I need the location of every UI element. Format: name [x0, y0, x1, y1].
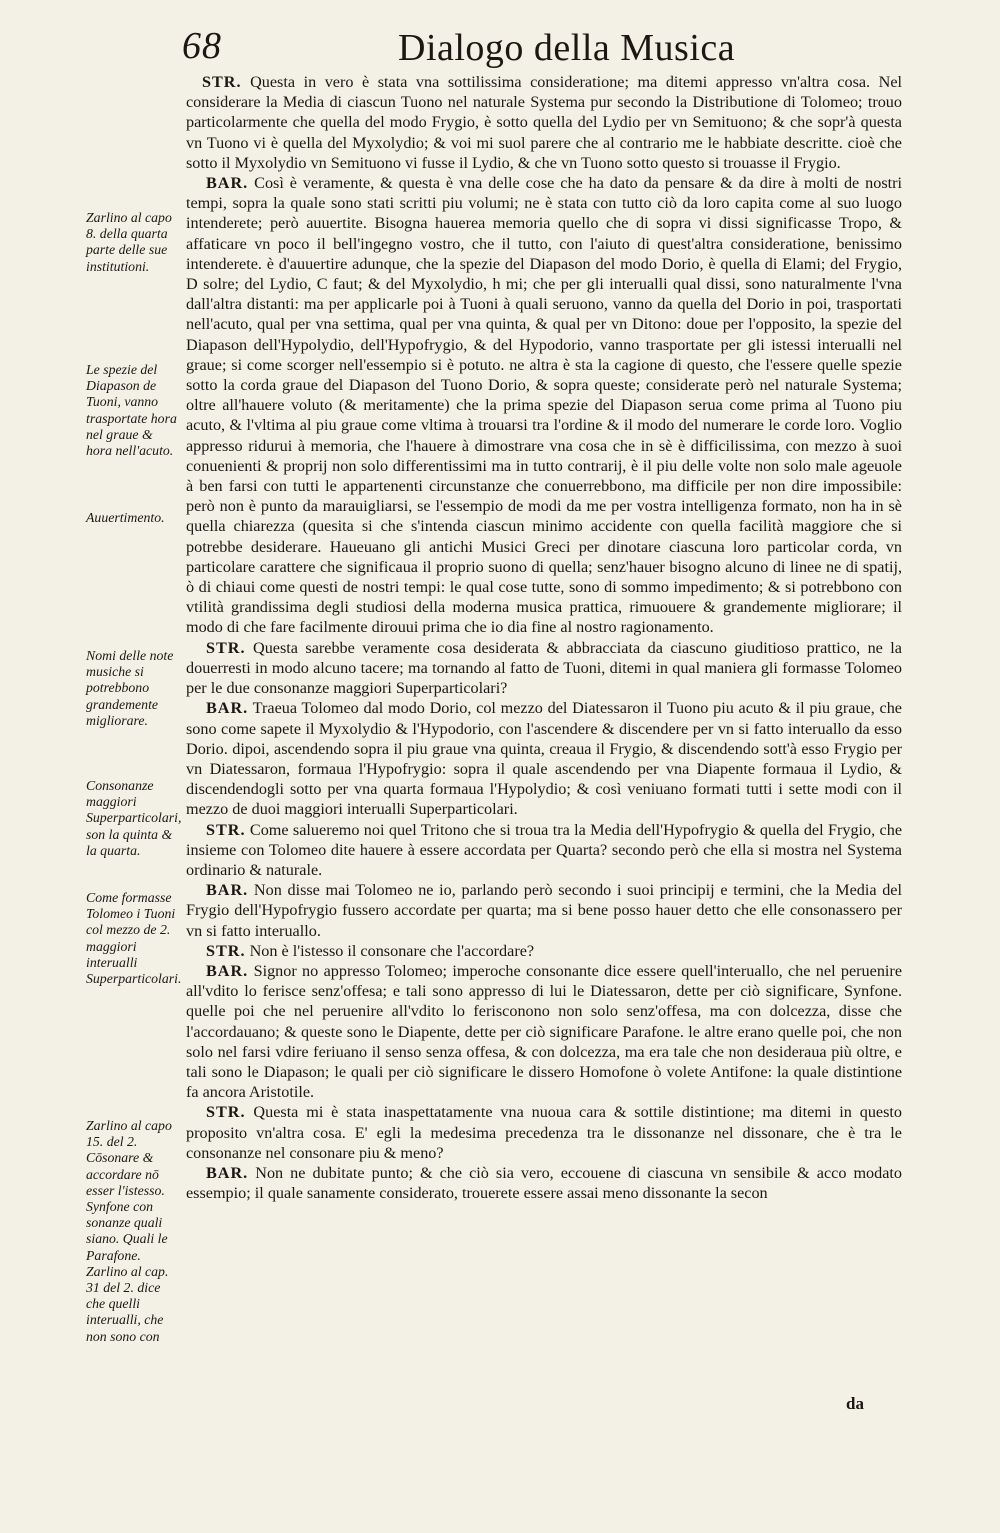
dialogue-paragraph [186, 880, 902, 941]
page-number: 68 [182, 25, 222, 67]
speaker-label: BAR. [206, 881, 249, 900]
dialogue-paragraph [186, 698, 902, 819]
margin-note: Consonanze maggiori Superparticolari, son la quinta & la quarta. [86, 778, 182, 858]
dialogue-paragraph [186, 820, 902, 881]
paragraph-text: Signor no appresso Tolomeo; imperoche consonante dice essere quell'interuallo, che nel peruenire all'vdito lo ferisce senz'offesa; e tali sono appresso di lui le Diatessaron, dette per ciò significare, Synfone. quelle poi che nel peruenire all'vdito lo ferisconono non solo senz'offesa, ma con dolcezza, disse che l'accordauano; & queste sono le Diapente, dette per ciò significare Parafone. le altre erano quelle poi, che non solo nel farsi vdire feriuano il senso senza offesa, & con dolcezza, ma era tale che non desideraua più oltre, e tali sono le Diapason; le quali per ciò significare le dissero Homofone ò volete Antifone: la quale distintione fa ancora Aristotile. [186, 961, 902, 1102]
speaker-label: BAR. [206, 174, 249, 193]
speaker-label: STR. [206, 1103, 246, 1122]
main-text-block [186, 72, 902, 1203]
paragraph-text: Questa in vero è stata vna sottilissima consideratione; ma ditemi appresso vn'altra cosa. Nel considerare la Media di ciascun Tuono nel naturale Systema pur secondo la Distributione di Tolomeo; trouo particolarmente che quella del modo Frygio, è sotto quella del Lydio per vn Semituono; & che sopr'à questa vn Tuono vi è quella del Myxolydio; & voi mi suol parere che al contrario me le habbiate descritte. cioè che sotto il Myxolydio vn Semituono vi fusse il Lydio, & che vn Tuono sotto questo si trouasse il Frygio. [186, 73, 902, 172]
margin-note: Auuertimento. [86, 510, 165, 525]
margin-note: Zarlino al capo 15. del 2. Cōsonare & accordare nō esser l'istesso. Synfone con sonanze quali siano. Quali le Parafone. Zarlino al cap. 31 del 2. dice che quelli interualli, che non sono con [86, 1118, 172, 1344]
paragraph-text: Non disse mai Tolomeo ne io, parlando però secondo i suoi principij e termini, che la Media del Frygio dell'Hypofrygio fussero accordate per quarta; ma si bene posso hauer detto che elle consonassero per vn si fatto interuallo. [186, 881, 902, 940]
speaker-label: STR. [206, 820, 246, 839]
speaker-label: STR. [206, 941, 246, 960]
dialogue-paragraph [186, 638, 902, 699]
catchword: da [846, 1394, 864, 1413]
paragraph-text: Non è l'istesso il consonare che l'accordare? [249, 941, 535, 960]
dialogue-paragraph [186, 961, 902, 1102]
paragraph-text: Così è veramente, & questa è vna delle cose che ha dato da pensare & da dire à molti de nostri tempi, sopra la quale sono stati scritti piu volumi; ne è stata con tutto ciò da loro capita come al suo luogo intenderete; però auuertite. Bisogna hauerea memoria quello che di sopra vi dissi significasse Tropo, & affaticare vn poco il bell'ingegno vostro, che il tutto, con l'aiuto di quest'altra consideratione, benissimo intenderete. è d'auuertire adunque, che la spezie del Diapason del modo Dorio, è quella di Elami; del Frygio, D solre; del Lydio, C faut; & del Myxolydio, h mi; che per gli interualli qual dissi, sono naturalmente l'vna dall'altra distanti: ma per applicarle poi à Tuoni à quali seruono, vanno da quella del Dorio in poi, trasportati nell'acuto, qual per vna settima, qual per vna quinta, & qual per vn Ditono: doue per l'opposito, la spezie del Diapason dell'Hypolydio, dell'Hypofrygio, & del Hypodorio, vanno trasportate per gli istessi interualli nel graue; si come scorger nell'essempio si è potuto. ne altra è sta la cagione di questo, che l'essere quelle spezie sotto la corda graue del Diapason del Tuono Dorio, & sopra queste; considerate però nel naturale Systema; oltre all'hauere voluto (& meritamente) che la prima spezie del Diapason serua come prima al Tuono piu acuto, & l'vltima al piu graue come vltima à trouarsi tra l'ordine & il modo del numerare le corde loro. Voglio appresso ridurui à memoria, che l'hauere à dimostrare vna cosa che in sè è difficilissima, con mezzo à suoi conuenienti & proprij non solo differentissimi ma in tutto contrarij, è il piu delle volte non solo male ageuole à ben farsi con tutti le appartenenti circunstanze che conuerrebbono, ma difficile per non dire impossibile: però non è punto da marauigliarsi, se l'essempio de modi da me per vostra intelligenza formato, non ha in sè quella chiarezza (quesita si che s'intenda ciascun minimo accidente con quella facilità maggiore che si potrebbe desiderare. Haueuano gli antichi Musici Greci per dinotare ciascuna loro particolar corda, vn particolare carattere che significaua il proprio suono di quella; senz'hauer bisogno alcuno di linee ne di spatij, ò di chiaui come questi de nostri tempi: le qual cose tutte, sono di sommo impedimento; & si potrebbono con vtilità grandissima degli studiosi della moderna musica prattica, rimuouere & grandemente migliorare; il modo di che fare facilmente dirouui prima che io dia fine al nostro ragionamento. [186, 174, 903, 637]
dialogue-paragraph [186, 173, 902, 638]
speaker-label: STR. [206, 638, 246, 657]
dialogue-paragraph [186, 1102, 902, 1163]
speaker-label: STR. [202, 73, 242, 91]
dialogue-paragraph [186, 72, 902, 173]
paragraph-text: Non ne dubitate punto; & che ciò sia vero, eccouene di ciascuna vn sensibile & acco modato essempio; il quale sanamente considerato, trouerete essere assai meno dissonante la secon [186, 1163, 903, 1203]
paragraph-text: Questa mi è stata inaspettatamente vna nuoua cara & sottile distintione; ma ditemi in questo proposito vn'altra cosa. E' egli la medesima precedenza tra le dissonanze nel dissonare, che è tra le consonanze nel consonare piu & meno? [186, 1103, 903, 1162]
running-title: Dialogo della Musica [398, 27, 736, 69]
margin-note: Nomi delle note musiche si potrebbono grandemente migliorare. [86, 648, 174, 728]
paragraph-text: Traeua Tolomeo dal modo Dorio, col mezzo del Diatessaron il Tuono piu acuto & il piu graue, che sono come sapete il Myxolydio & l'Hypodorio, con l'ascendere & discendere per vn si fatto interuallo da esso Dorio. dipoi, ascendendo sopra il piu graue vna quinta, creaua il Frygio, & discendendo sott'à esso Frygio per vn Diatessaron, formaua l'Hypofrygio: sopra il quale ascendendo per vna Diapente formaua il Lydio, & discendendogli sotto per vna quarta formaua l'Hypolydio; & così veniuano formati tutti i sette modi con il mezzo de duoi maggiori interualli Superparticolari. [186, 699, 902, 819]
running-head [0, 18, 1000, 74]
speaker-label: BAR. [206, 961, 249, 980]
paragraph-text: Come salueremo noi quel Tritono che si troua tra la Media dell'Hypofrygio & quella del Frygio, che insieme con Tolomeo dite hauere à essere accordata per Quarta? secondo però che ella si mostra nel Systema ordinario & naturale. [186, 820, 902, 879]
dialogue-paragraph [186, 1163, 902, 1203]
paragraph-text: Questa sarebbe veramente cosa desiderata & abbracciata da ciascuno giuditioso prattico, ne la douerresti in modo alcuno tacere; ma tornando al fatto de Tuoni, ditemi in qual maniera gli formasse Tolomeo per le due consonanze maggiori Superparticolari? [186, 638, 902, 698]
margin-note: Zarlino al capo 8. della quarta parte delle sue institutioni. [86, 210, 172, 274]
speaker-label: BAR. [206, 699, 249, 718]
margin-note: Come formasse Tolomeo i Tuoni col mezzo de 2. maggiori interualli Superparticolari. [86, 890, 182, 987]
speaker-label: BAR. [206, 1163, 249, 1182]
dialogue-paragraph [186, 941, 902, 961]
margin-note: Le spezie del Diapason de Tuoni, vanno trasportate hora nel graue & hora nell'acuto. [86, 362, 177, 459]
